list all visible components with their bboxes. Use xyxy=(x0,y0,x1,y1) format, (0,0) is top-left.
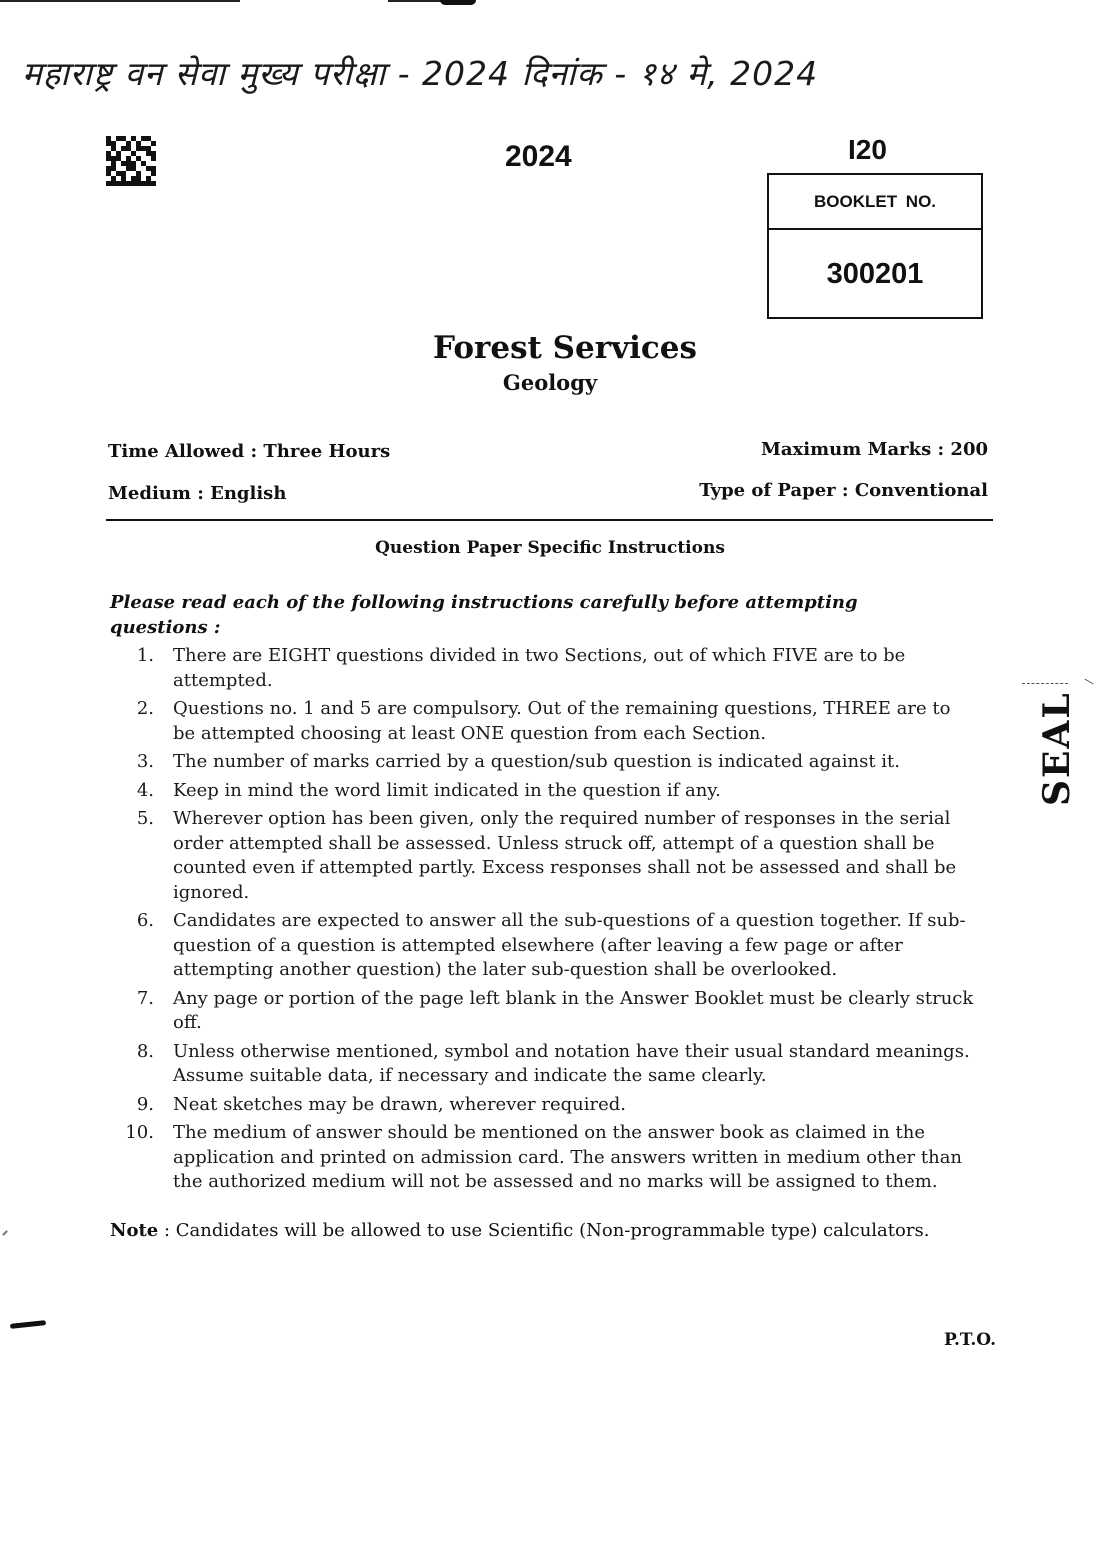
qr-code-icon xyxy=(106,136,156,186)
instruction-item xyxy=(124,779,976,804)
seal-tick-mark xyxy=(1084,679,1093,685)
instruction-text: Keep in mind the word limit indicated in the question if any. xyxy=(173,779,721,801)
scan-mark-top xyxy=(440,0,476,5)
time-allowed: Time Allowed : Three Hours xyxy=(108,441,391,462)
instruction-item xyxy=(124,909,976,983)
instruction-number: 9. xyxy=(136,1093,154,1115)
note-label: Note xyxy=(110,1220,159,1241)
instructions-heading: Question Paper Specific Instructions xyxy=(375,538,725,558)
instruction-number: 5. xyxy=(136,808,154,829)
instruction-item xyxy=(124,1121,976,1195)
instruction-text: Wherever option has been given, only the required number of responses in the serial order attempted shall be assessed. Unless struck off, attempt of a question shall be counted even if attempted partly. Excess responses shall not be assessed and shall be ignored. xyxy=(173,808,957,903)
instruction-text: There are EIGHT questions divided in two Sections, out of which FIVE are to be attempted. xyxy=(173,645,906,691)
scan-mark-left xyxy=(2,1230,8,1236)
booklet-number-box xyxy=(767,173,983,319)
instruction-number: 1. xyxy=(136,645,154,666)
instruction-item xyxy=(124,1093,976,1118)
seal-dashed-line xyxy=(1022,683,1068,685)
type-of-paper: Type of Paper : Conventional xyxy=(699,480,988,501)
instruction-number: 10. xyxy=(125,1122,154,1143)
booklet-number: 300201 xyxy=(826,258,924,290)
seal-stamp: SEAL xyxy=(1036,691,1078,806)
instruction-number: 8. xyxy=(136,1040,154,1062)
scan-top-line-mid xyxy=(388,0,448,2)
instruction-item xyxy=(124,987,976,1036)
scan-mark-dash xyxy=(10,1320,46,1329)
note-text: : Candidates will be allowed to use Scientific (Non-programmable type) calculators. xyxy=(158,1220,930,1241)
instruction-item xyxy=(124,750,976,775)
exam-year: 2024 xyxy=(505,140,572,173)
instruction-number: 2. xyxy=(136,698,154,719)
instruction-number: 3. xyxy=(136,751,154,772)
instruction-item xyxy=(124,697,976,746)
paper-subject: Geology xyxy=(502,370,598,395)
instructions-list xyxy=(124,644,976,1199)
medium: Medium : English xyxy=(108,483,287,504)
instruction-text: The medium of answer should be mentioned on the answer book as claimed in the application and printed on admission card. The answers written in medium other than the authorized medium will not be assessed and no marks will be assigned to them. xyxy=(173,1122,963,1192)
instruction-text: Candidates are expected to answer all the sub-questions of a question together. If sub-question of a question is attempted elsewhere (after leaving a few page or after attempting another question) the later sub-question shall be overlooked. xyxy=(173,910,966,980)
booklet-label: BOOKLET NO. xyxy=(769,175,981,230)
instruction-number: 7. xyxy=(136,987,154,1009)
instructions-intro: Please read each of the following instructions carefully before attempting questions : xyxy=(110,592,858,638)
instruction-number: 6. xyxy=(136,910,154,931)
paper-code: I20 xyxy=(848,134,887,165)
horizontal-divider xyxy=(106,519,993,521)
instruction-item xyxy=(124,644,976,693)
instruction-item xyxy=(124,807,976,905)
instruction-text: Unless otherwise mentioned, symbol and notation have their usual standard meanings. Assume suitable data, if necessary and indicate the same clearly. xyxy=(173,1040,970,1086)
please-turn-over: P.T.O. xyxy=(944,1330,996,1350)
calculator-note xyxy=(110,1220,990,1241)
paper-title: Forest Services xyxy=(433,330,697,366)
instruction-text: Neat sketches may be drawn, wherever required. xyxy=(173,1093,626,1115)
maximum-marks: Maximum Marks : 200 xyxy=(760,439,988,460)
instruction-text: The number of marks carried by a question/sub question is indicated against it. xyxy=(173,751,900,772)
scan-top-line-left xyxy=(0,0,240,2)
instruction-item xyxy=(124,1040,976,1089)
handwritten-exam-note: महाराष्ट्र वन सेवा मुख्य परीक्षा - 2024 दिनांक - १४ मे, 2024 xyxy=(22,54,819,93)
instruction-text: Questions no. 1 and 5 are compulsory. Out of the remaining questions, THREE are to be attempted choosing at least ONE question from each Section. xyxy=(173,698,951,744)
instruction-number: 4. xyxy=(136,779,154,801)
instruction-text: Any page or portion of the page left blank in the Answer Booklet must be clearly struck off. xyxy=(173,987,974,1033)
